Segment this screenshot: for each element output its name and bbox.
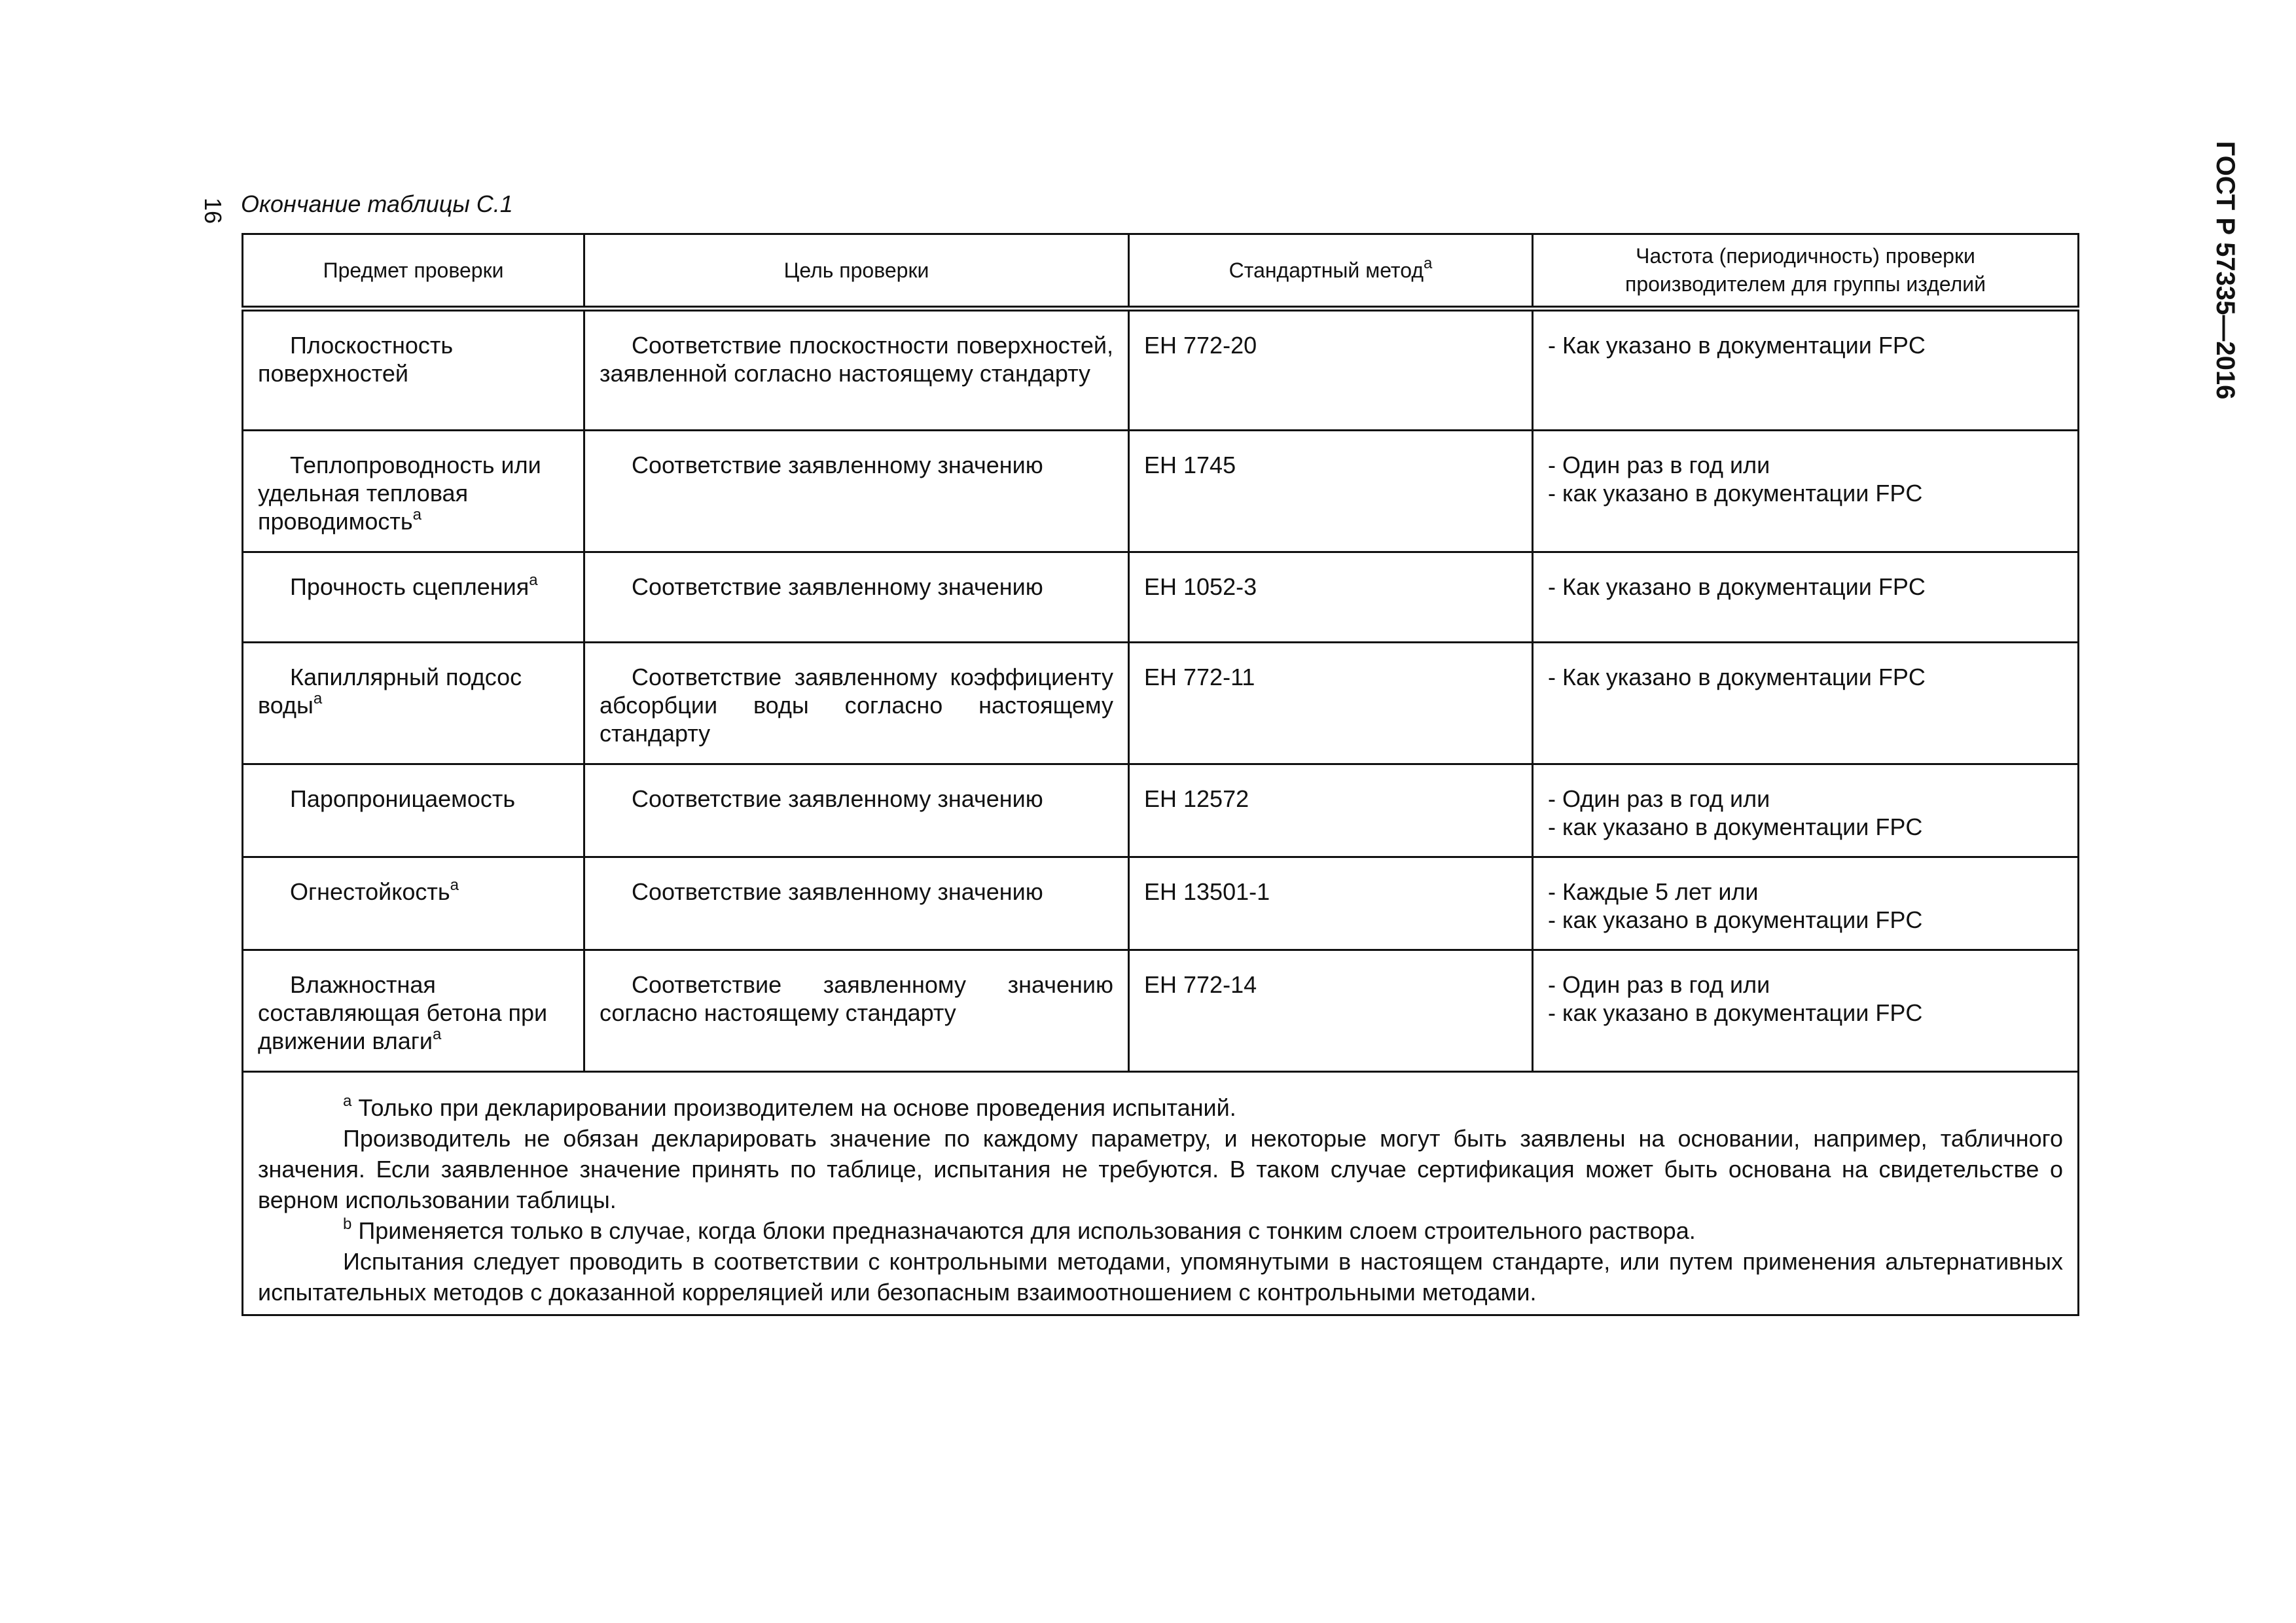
- table-notes: [243, 1072, 2079, 1315]
- cell-purpose: Соответствие плоскостности поверхностей, заявленной согласно настоящему стандарту: [584, 309, 1129, 431]
- table-header-row: [243, 234, 2079, 309]
- cell-subject: Капиллярный подсос воды$^a$: [243, 643, 584, 764]
- footnote-b: $^b$ Применяется только в случае, когда блоки предназначаются для использования с тонким слоем строительного раствора.: [343, 1215, 1696, 1244]
- cell-frequency: - Один раз в год или - как указано в документации FPC: [1533, 764, 2079, 857]
- header-method-footnote: a: [1423, 254, 1433, 272]
- cell-method: ЕН 1745: [1129, 431, 1533, 552]
- table-notes-row: [243, 1072, 2079, 1315]
- cell-frequency: - Как указано в документации FPC: [1533, 552, 2079, 643]
- table-row: [243, 643, 2079, 764]
- cell-frequency: - Один раз в год или - как указано в документации FPC: [1533, 950, 2079, 1072]
- cell-method: ЕН 13501-1: [1129, 857, 1533, 950]
- cell-method: ЕН 772-14: [1129, 950, 1533, 1072]
- cell-method: ЕН 12572: [1129, 764, 1533, 857]
- header-method: Стандартный метод$^a$: [1129, 234, 1533, 309]
- cell-frequency: - Каждые 5 лет или - как указано в документации FPC: [1533, 857, 2079, 950]
- cell-method: ЕН 772-11: [1129, 643, 1533, 764]
- table-row: [243, 857, 2079, 950]
- table-caption: Окончание таблицы С.1: [241, 190, 513, 217]
- cell-purpose: Соответствие заявленному значению согласно настоящему стандарту: [584, 950, 1129, 1072]
- cell-purpose: Соответствие заявленному значению: [584, 431, 1129, 552]
- header-frequency: Частота (периодичность) проверки производителем для группы изделий: [1533, 234, 2079, 309]
- header-purpose: Цель проверки: [584, 234, 1129, 309]
- cell-frequency: - Один раз в год или - как указано в документации FPC: [1533, 431, 2079, 552]
- note-paragraph: Испытания следует проводить в соответствии с контрольными методами, упомянутыми в настоящем стандарте, или путем применения альтернативных испытательных методов с доказанной корреляцией или безопасным взаимоотношением с контрольными методами.: [258, 1248, 2063, 1306]
- inspection-table: [242, 233, 2079, 1316]
- document-code: ГОСТ Р 57335—2016: [2211, 141, 2240, 400]
- cell-purpose: Соответствие заявленному значению: [584, 552, 1129, 643]
- header-subject: Предмет проверки: [243, 234, 584, 309]
- footnote-a: $^a$ Только при декларировании производителем на основе проведения испытаний.: [343, 1092, 1236, 1121]
- cell-method: ЕН 1052-3: [1129, 552, 1533, 643]
- table-row: [243, 309, 2079, 431]
- cell-subject: Влажностная составляющая бетона при движении влаги$^a$: [243, 950, 584, 1072]
- table-row: [243, 950, 2079, 1072]
- cell-purpose: Соответствие заявленному коэффициенту абсорбции воды согласно настоящему стандарту: [584, 643, 1129, 764]
- cell-subject: Плоскостность поверхностей: [243, 309, 584, 431]
- cell-subject: Теплопроводность или удельная тепловая проводимость$^a$: [243, 431, 584, 552]
- cell-purpose: Соответствие заявленному значению: [584, 764, 1129, 857]
- cell-subject: Прочность сцепления$^a$: [243, 552, 584, 643]
- page-number: 16: [200, 197, 226, 224]
- cell-subject: Паропроницаемость: [243, 764, 584, 857]
- cell-subject: Огнестойкость$^a$: [243, 857, 584, 950]
- cell-frequency: - Как указано в документации FPC: [1533, 643, 2079, 764]
- table-row: [243, 431, 2079, 552]
- cell-method: ЕН 772-20: [1129, 309, 1533, 431]
- cell-frequency: - Как указано в документации FPC: [1533, 309, 2079, 431]
- table-row: [243, 764, 2079, 857]
- note-paragraph: Производитель не обязан декларировать значение по каждому параметру, и некоторые могут быть заявлены на основании, например, табличного значения. Если заявленное значение принять по таблице, испытания не требуются. В таком случае сертификация может быть основана на свидетельстве о верном использовании таблицы.: [258, 1125, 2063, 1213]
- cell-purpose: Соответствие заявленному значению: [584, 857, 1129, 950]
- table-row: [243, 552, 2079, 643]
